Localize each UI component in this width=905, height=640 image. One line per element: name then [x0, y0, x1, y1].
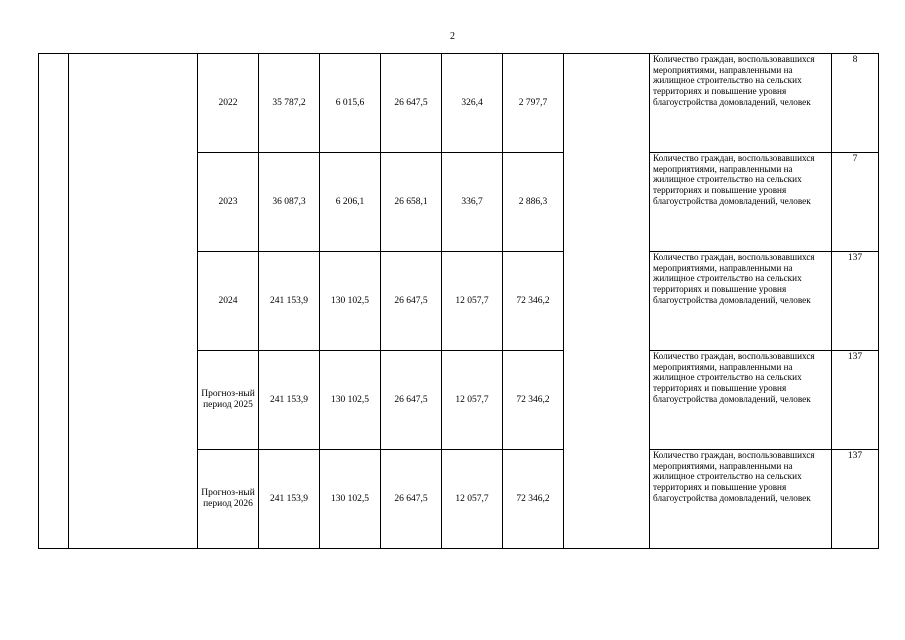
federal-budget-cell: 130 102,5	[320, 450, 381, 549]
row-number-cell	[39, 54, 69, 549]
total-cell: 241 153,9	[259, 252, 320, 351]
executor-cell	[564, 54, 650, 549]
period-cell: Прогноз-ный период 2025	[198, 351, 259, 450]
regional-budget-cell: 26 647,5	[381, 351, 442, 450]
table-body	[39, 54, 879, 549]
total-cell: 241 153,9	[259, 351, 320, 450]
total-cell: 36 087,3	[259, 153, 320, 252]
table-row	[39, 54, 879, 153]
extrabudgetary-cell: 72 346,2	[503, 252, 564, 351]
total-cell: 35 787,2	[259, 54, 320, 153]
local-budget-cell: 12 057,7	[442, 252, 503, 351]
period-cell: Прогноз-ный период 2026	[198, 450, 259, 549]
federal-budget-cell: 6 015,6	[320, 54, 381, 153]
local-budget-cell: 12 057,7	[442, 450, 503, 549]
indicator-cell: Количество граждан, воспользовавшихся мероприятиями, направленными на жилищное строительство на сельских территориях и повышение уровня благоустройства домовладений, человек	[650, 252, 832, 351]
target-value-cell: 137	[832, 450, 879, 549]
extrabudgetary-cell: 2 886,3	[503, 153, 564, 252]
federal-budget-cell: 6 206,1	[320, 153, 381, 252]
federal-budget-cell: 130 102,5	[320, 252, 381, 351]
total-cell: 241 153,9	[259, 450, 320, 549]
regional-budget-cell: 26 658,1	[381, 153, 442, 252]
target-value-cell: 8	[832, 54, 879, 153]
extrabudgetary-cell: 2 797,7	[503, 54, 564, 153]
indicator-cell: Количество граждан, воспользовавшихся мероприятиями, направленными на жилищное строительство на сельских территориях и повышение уровня благоустройства домовладений, человек	[650, 54, 832, 153]
target-value-cell: 137	[832, 252, 879, 351]
local-budget-cell: 326,4	[442, 54, 503, 153]
indicator-cell: Количество граждан, воспользовавшихся мероприятиями, направленными на жилищное строительство на сельских территориях и повышение уровня благоустройства домовладений, человек	[650, 351, 832, 450]
federal-budget-cell: 130 102,5	[320, 351, 381, 450]
regional-budget-cell: 26 647,5	[381, 450, 442, 549]
period-cell: 2024	[198, 252, 259, 351]
regional-budget-cell: 26 647,5	[381, 252, 442, 351]
indicator-cell: Количество граждан, воспользовавшихся мероприятиями, направленными на жилищное строительство на сельских территориях и повышение уровня благоустройства домовладений, человек	[650, 153, 832, 252]
program-financing-table	[38, 53, 879, 549]
activity-name-cell	[69, 54, 198, 549]
target-value-cell: 7	[832, 153, 879, 252]
period-cell: 2023	[198, 153, 259, 252]
extrabudgetary-cell: 72 346,2	[503, 450, 564, 549]
page-number: 2	[450, 31, 455, 42]
indicator-cell: Количество граждан, воспользовавшихся мероприятиями, направленными на жилищное строительство на сельских территориях и повышение уровня благоустройства домовладений, человек	[650, 450, 832, 549]
target-value-cell: 137	[832, 351, 879, 450]
period-cell: 2022	[198, 54, 259, 153]
local-budget-cell: 12 057,7	[442, 351, 503, 450]
extrabudgetary-cell: 72 346,2	[503, 351, 564, 450]
regional-budget-cell: 26 647,5	[381, 54, 442, 153]
local-budget-cell: 336,7	[442, 153, 503, 252]
